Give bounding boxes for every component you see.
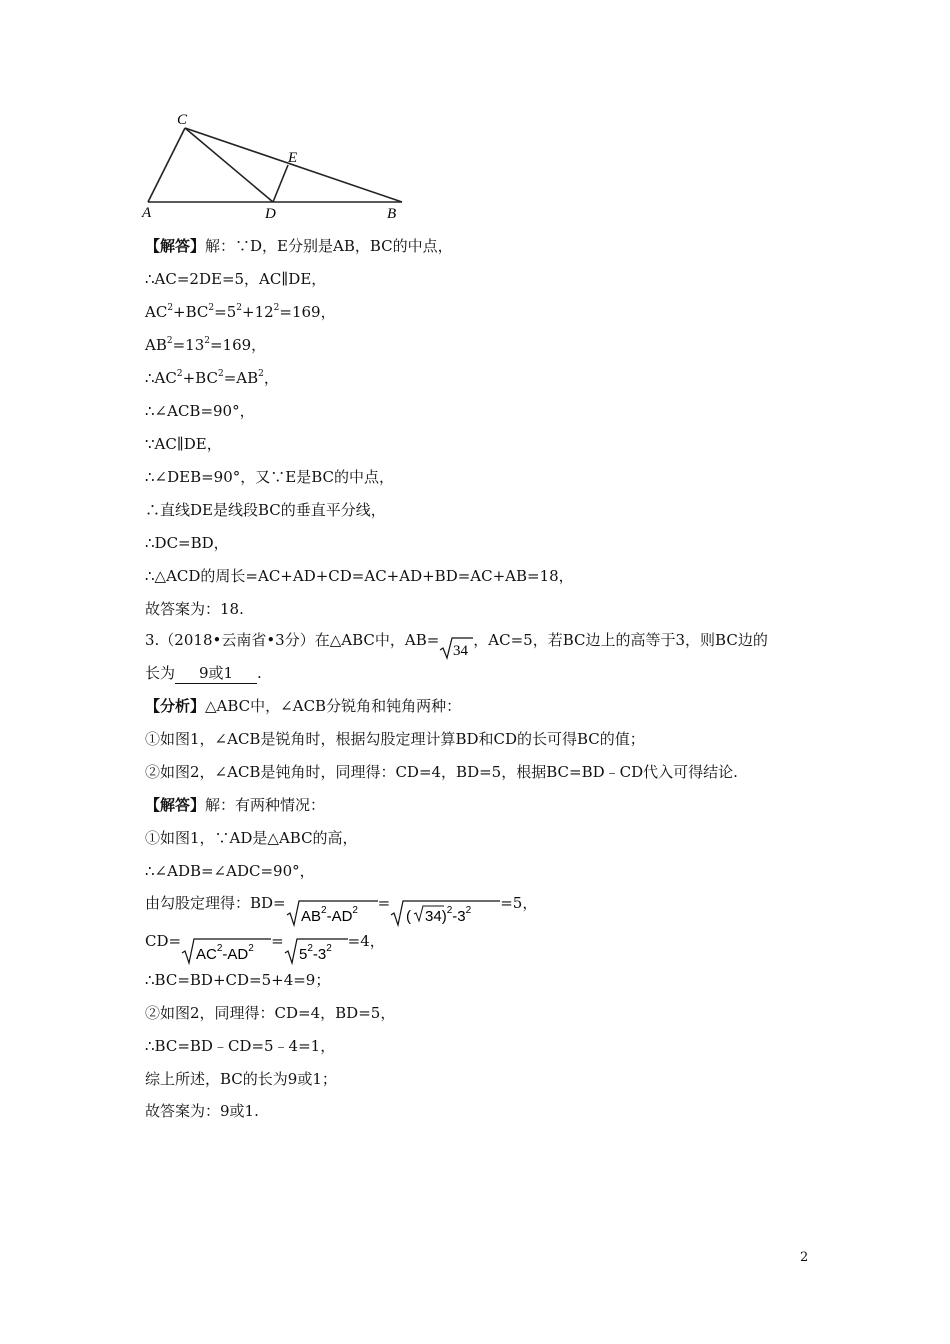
answer-tag: 【解答】: [145, 237, 206, 255]
segment-de: [273, 165, 288, 202]
svg-text:AB2-AD2: $AB^2-AD^2$: [300, 905, 358, 925]
analysis-line2: ①如图1，∠ACB是锐角时，根据勾股定理计算BD和CD的长可得BC的值；: [145, 730, 645, 748]
solution2-line4: 由勾股定理得：BD= $AB^2-AD^2$ = ( $34)^2-3^2$ =5，: [145, 894, 538, 925]
solution1-line8: ∴∠DEB=90°，又∵E是BC的中点，: [145, 468, 394, 486]
analysis-line3: ②如图2，∠ACB是钝角时，同理得：CD=4，BD=5，根据BC=BD﹣CD代入可得结论.: [145, 763, 738, 781]
solution2-line8: ∴BC=BD﹣CD=5﹣4=1，: [145, 1037, 336, 1055]
problem3-line1: 3.（2018•云南省•3分）在△ABC中，AB= 34 ，AC=5，若BC边上的高等于3，则BC边的: [145, 631, 768, 659]
sqrt-34: [439, 636, 473, 660]
svg-text:34)2-32: $34)^2-3^2$: [425, 905, 472, 925]
analysis-line1: 【分析】△ABC中，∠ACB分锐角和钝角两种：: [145, 697, 462, 715]
segment-cd: [185, 128, 273, 202]
problem3-line2: 长为 9或1 .: [145, 664, 262, 682]
solution2-line9: 综上所述，BC的长为9或1；: [145, 1070, 337, 1088]
answer-tag-2: 【解答】: [145, 796, 206, 814]
sqrt-5sq-3sq: [284, 937, 348, 965]
solution2-line6: ∴BC=BD+CD=5+4=9；: [145, 971, 331, 989]
sqrt-34sq-minus-3sq: [390, 899, 500, 927]
label-a: A: [142, 205, 152, 221]
solution1-line12: 故答案为：18.: [145, 600, 244, 618]
solution1-line11: ∴△ACD的周长=AC+AD+CD=AC+AD+BD=AC+AB=18，: [145, 567, 574, 585]
sqrt-ab2-ad2: [286, 899, 378, 927]
solution1-line4: $AB^2=13^2=169$，: [145, 336, 267, 354]
svg-text:34: 34: [453, 643, 469, 659]
solution1-line3: $AC^2+BC^2=5^2+12^2=169$，: [145, 303, 336, 321]
solution1-line6: ∴∠ACB=90°，: [145, 402, 255, 420]
page-number: 2: [800, 1250, 809, 1265]
label-b: B: [387, 206, 397, 222]
label-c: C: [177, 112, 188, 128]
solution2-line3: ∴∠ADB=∠ADC=90°，: [145, 862, 315, 880]
solution1-line1: 【解答】解：∵D，E分别是AB，BC的中点，: [145, 237, 453, 255]
svg-text:52-32: $5^2-3^2$: [298, 943, 332, 963]
svg-text:AC2-AD2: $AC^2-AD^2$: [196, 943, 254, 963]
solution1-line9: ∴直线DE是线段BC的垂直平分线，: [145, 501, 386, 519]
solution2-line5: CD= $AC^2-AD^2$ = $5^2-3^2$ =4，: [145, 932, 385, 963]
solution2-line7: ②如图2，同理得：CD=4，BD=5，: [145, 1004, 396, 1022]
analysis-tag: 【分析】: [145, 697, 206, 715]
solution1-line7: ∵AC∥DE，: [145, 435, 222, 453]
solution2-line2: ①如图1，∵AD是△ABC的高，: [145, 829, 358, 847]
sqrt-ac2-ad2: [181, 937, 271, 965]
solution1-line5: $\therefore AC^2+BC^2=AB^2$，: [145, 369, 279, 387]
solution1-line10: ∴DC=BD，: [145, 534, 229, 552]
label-d: D: [265, 206, 276, 222]
segment-ac: [148, 128, 185, 202]
triangle-figure: [140, 110, 410, 225]
solution2-line1: 【解答】解：有两种情况：: [145, 796, 326, 814]
solution1-line2: ∴AC=2DE=5，AC∥DE，: [145, 270, 327, 288]
answer-blank: 9或1: [175, 663, 257, 684]
solution2-line10: 故答案为：9或1.: [145, 1102, 259, 1120]
label-e: E: [288, 150, 298, 166]
svg-text:(: (: [406, 908, 412, 925]
